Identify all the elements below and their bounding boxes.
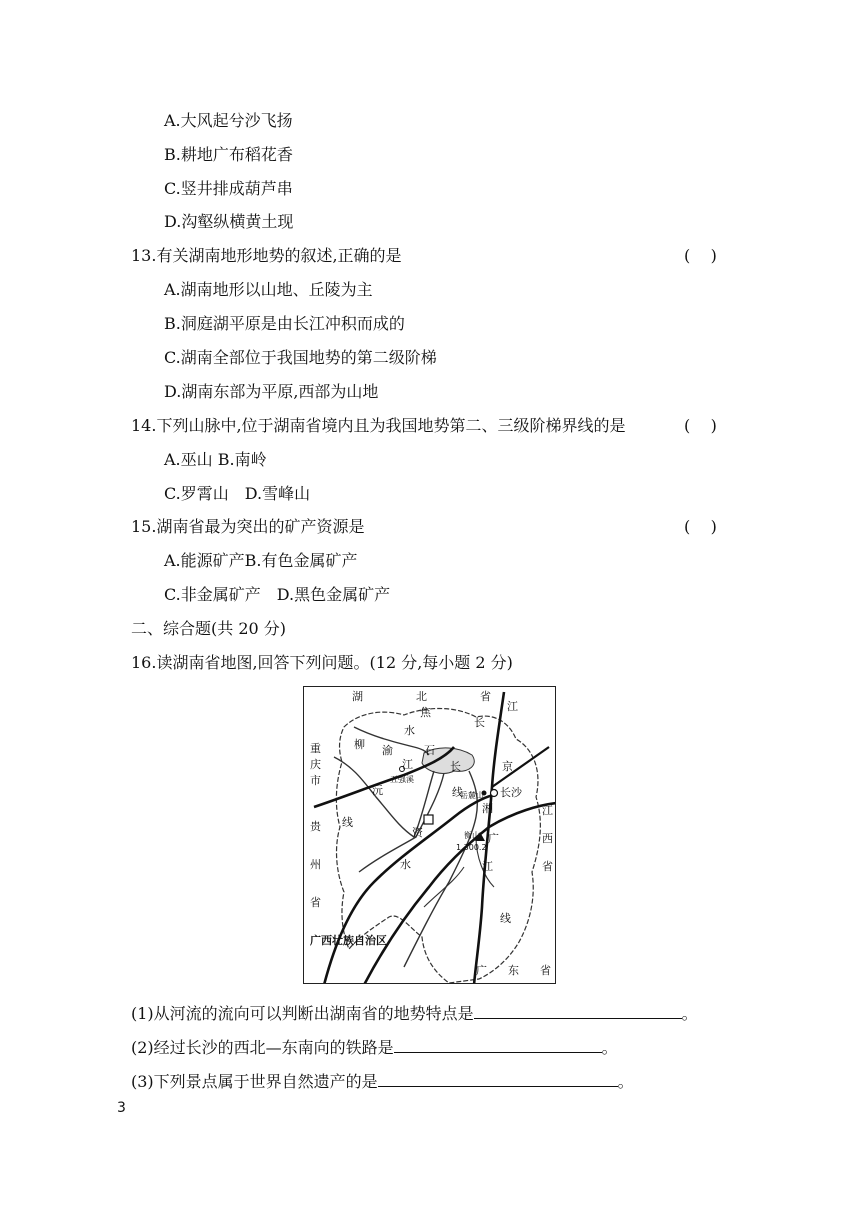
map-label-sheng-s: 省 [540, 964, 551, 977]
map-label-jiang-r: 江 [402, 758, 413, 771]
map-label-jiao: 焦 [420, 706, 431, 719]
capital-marker [424, 815, 433, 824]
map-label-bei: 北 [416, 690, 427, 703]
q16-sub-3-answer-blank[interactable] [378, 1070, 618, 1087]
map-label-yuan: 沅 [372, 784, 383, 797]
map-label-xian-s: 线 [500, 912, 511, 925]
map-label-sheng-top: 省 [480, 690, 491, 703]
map-label-chang-ne: 长 [474, 716, 485, 729]
map-label-wulingyuan: 五强溪 [390, 775, 414, 784]
changsha-marker [491, 790, 498, 797]
q13-option-a: A.湖南地形以山地、丘陵为主 [164, 280, 373, 299]
q16-sub-3 [131, 1070, 634, 1093]
map-label-jing: 京 [502, 760, 513, 773]
q13-option-b: B.洞庭湖平原是由长江冲积而成的 [164, 314, 405, 333]
q15-stem: 15.湖南省最为突出的矿产资源是 [131, 517, 365, 536]
map-label-shui-s: 水 [400, 858, 411, 871]
map-label-changsha: 长沙 [500, 786, 522, 799]
map-label-chang-r: 长 [450, 760, 461, 773]
map-label-jiang-xiang: 江 [482, 860, 493, 873]
map-label-zi: 资 [412, 826, 423, 839]
hunan-map [303, 686, 556, 984]
map-label-chong: 重 [310, 742, 321, 755]
map-label-liu: 柳 [354, 738, 365, 751]
q12-option-d: D.沟壑纵横黄土现 [164, 212, 294, 231]
map-label-hengshan: 衡山 [464, 831, 480, 840]
q16-sub-1 [131, 1002, 698, 1025]
page-number: 3 [117, 1100, 126, 1116]
map-label-xiang: 湘 [482, 802, 493, 815]
q16-sub-2 [131, 1036, 618, 1059]
map-label-qing: 庆 [310, 758, 321, 771]
q14-stem: 14.下列山脉中,位于湖南省境内且为我国地势第二、三级阶梯界线的是 [131, 416, 626, 435]
q16-sub-3-end: 。 [617, 1072, 634, 1091]
q15-answer-paren: ( ) [684, 517, 717, 536]
map-label-zhou: 州 [310, 858, 321, 871]
q16-sub-2-end: 。 [601, 1038, 618, 1057]
q16-sub-2-answer-blank[interactable] [394, 1036, 602, 1053]
map-label-xian-w: 线 [342, 816, 353, 829]
map-label-sheng-w: 省 [310, 896, 321, 909]
map-label-elevation: 1 300.2 [456, 843, 487, 852]
q13-stem: 13.有关湖南地形地势的叙述,正确的是 [131, 246, 402, 265]
q14-options-line-2: C.罗霄山 D.雪峰山 [164, 484, 311, 503]
q16-sub-1-end: 。 [681, 1004, 698, 1023]
q13-answer-paren: ( ) [684, 246, 717, 265]
map-label-xi-e: 西 [542, 832, 553, 845]
q16-stem: 16.读湖南省地图,回答下列问题。(12 分,每小题 2 分) [131, 653, 513, 672]
q16-sub-2-text: (2)经过长沙的西北—东南向的铁路是 [131, 1038, 394, 1057]
map-label-yu: 渝 [382, 744, 393, 757]
map-label-dong-s: 东 [508, 964, 519, 977]
q15-options-line-2: C.非金属矿产 D.黑色金属矿产 [164, 585, 391, 604]
q12-option-a: A.大风起兮沙飞扬 [164, 111, 293, 130]
q16-sub-1-text: (1)从河流的流向可以判断出湖南省的地势特点是 [131, 1004, 474, 1023]
q13-option-c: C.湖南全部位于我国地势的第二级阶梯 [164, 348, 437, 367]
map-label-xian-n: 线 [452, 786, 463, 799]
map-label-sheng-e: 省 [542, 860, 553, 873]
q14-options-line-1: A.巫山 B.南岭 [164, 450, 267, 469]
q16-sub-1-answer-blank[interactable] [474, 1002, 682, 1019]
q14-answer-paren: ( ) [684, 416, 717, 435]
map-label-yueshan: 岳麓山 [460, 791, 484, 800]
jingguang-branch [492, 747, 549, 787]
q13-option-d: D.湖南东部为平原,西部为山地 [164, 382, 379, 401]
q12-option-c: C.竖井排成葫芦串 [164, 179, 293, 198]
map-label-gui: 贵 [310, 820, 321, 833]
map-label-jiang-ne: 江 [507, 700, 518, 713]
section-heading: 二、综合题(共 20 分) [131, 619, 287, 638]
xiangqian-railway [364, 803, 556, 984]
q16-sub-3-text: (3)下列景点属于世界自然遗产的是 [131, 1072, 378, 1091]
map-label-guangxi: 广西壮族自治区 [310, 934, 387, 947]
xiang-river [404, 771, 477, 967]
map-label-guang: 广 [488, 832, 499, 845]
q12-option-b: B.耕地广布稻花香 [164, 145, 293, 164]
map-label-shui-n: 水 [404, 724, 415, 737]
map-label-hu: 湖 [352, 690, 363, 703]
map-label-jiang-e: 江 [542, 804, 553, 817]
map-label-shi-stone: 石 [424, 744, 435, 757]
map-label-guang-s: 广 [476, 964, 487, 977]
q15-options-line-1: A.能源矿产B.有色金属矿产 [164, 551, 358, 570]
map-label-shi: 市 [310, 774, 321, 787]
